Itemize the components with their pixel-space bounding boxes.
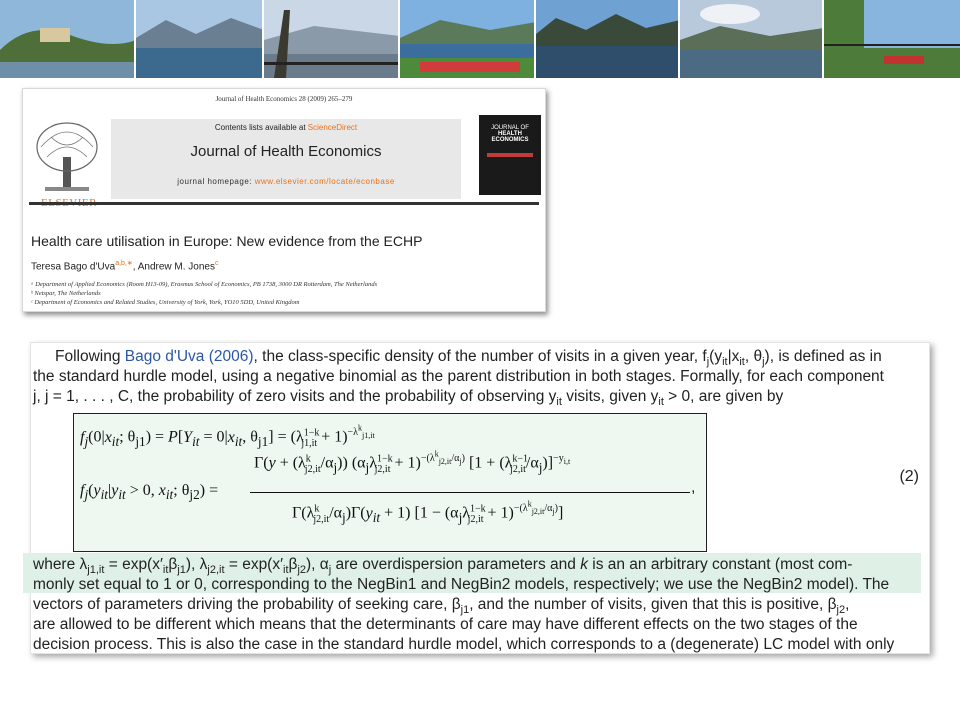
cover-line1: JOURNAL OF xyxy=(491,125,529,131)
homepage-url[interactable]: www.elsevier.com/locate/econbase xyxy=(254,177,395,186)
text-run: , θ xyxy=(744,348,763,365)
text-run: j1 xyxy=(460,604,470,617)
header-rule xyxy=(29,202,539,205)
cover-title xyxy=(479,125,541,143)
equation-positive-visits-lhs: $f_j(y_{it}|y_{it} > 0$, $x_{it}$; $\theta_{j2}$) = xyxy=(80,482,219,503)
text-run: it xyxy=(283,564,289,577)
equation-numerator: $\Gamma(y + (\lambda^k_{j2,it}/\alpha_j))$ $(\alpha_j\lambda^{1-k}_{j2,it} + 1)^{-(\lambda^k_{j2,it}/\alpha_j)}$ $[1 + (\lambda^{k-1}_{j2,it}/\alpha_j)]^{-y_{i,t}}$ xyxy=(254,450,571,475)
journal-title-block xyxy=(111,119,461,199)
text-run: , xyxy=(845,596,850,613)
photo-lake-cloudy xyxy=(680,0,824,78)
cover-line2: HEALTH xyxy=(498,131,522,137)
text-run: j, j = 1, . . . , C, the probability of zero visits and the probability of observing y xyxy=(33,388,557,405)
text-run: j xyxy=(706,356,710,369)
excerpt-line-8: are allowed to be different which means that the determinants of care may have different effects on the two stages of the xyxy=(33,616,858,633)
text-run: vectors of parameters driving the probability of seeking care, β xyxy=(33,596,461,613)
author-1: Teresa Bago d'Uva xyxy=(31,261,116,273)
text-run: ), is defined as in xyxy=(764,348,882,365)
affiliation-b: ᵇ Netspar, The Netherlands xyxy=(31,290,101,297)
text-run: are overdispersion parameters and xyxy=(331,556,581,573)
elsevier-tree-logo xyxy=(31,117,105,197)
text-run: j2 xyxy=(297,564,306,577)
photo-hilltop-village xyxy=(0,0,136,78)
text-run: ), λ xyxy=(185,556,208,573)
text-run: Following xyxy=(55,348,125,365)
text-run: , and the number of visits, given that this is positive, β xyxy=(469,596,837,613)
photo-lakeside-promenade xyxy=(264,0,400,78)
journal-name: Journal of Health Economics xyxy=(190,143,382,160)
text-run: = exp(x′ xyxy=(104,556,163,573)
contents-line xyxy=(111,123,461,132)
photo-park-bench xyxy=(824,0,960,78)
excerpt-line-2: the standard hurdle model, using a negative binomial as the parent distribution in both stages. Formally, for each component xyxy=(33,368,884,385)
text-run: it xyxy=(658,396,664,409)
text-run: j xyxy=(328,564,332,577)
cover-stripe xyxy=(487,153,533,157)
text-run: β xyxy=(288,556,298,573)
text-run: (y xyxy=(709,348,723,365)
text-run: j2,it xyxy=(207,564,225,577)
affiliation-a: ᵃ Department of Applied Economics (Room H13-09), Erasmus School of Economics, PB 1738, 3000 DR Rotterdam, The Netherlands xyxy=(31,281,378,288)
cover-line3: ECONOMICS xyxy=(491,137,529,143)
text-run: j1,it xyxy=(87,564,105,577)
text-run: j1 xyxy=(177,564,186,577)
article-title: Health care utilisation in Europe: New evidence from the ECHP xyxy=(31,233,423,249)
journal-masthead xyxy=(29,109,539,199)
journal-citation: Journal of Health Economics 28 (2009) 265–279 xyxy=(215,95,353,103)
text-run: β xyxy=(168,556,178,573)
author-separator: , Andrew M. Jones xyxy=(132,261,215,273)
photo-lake-bay xyxy=(536,0,680,78)
text-run: , the class-specific density of the number of visits in a given year, f xyxy=(253,348,707,365)
sciencedirect-link[interactable]: ScienceDirect xyxy=(307,123,358,132)
text-run: j xyxy=(762,356,765,369)
text-run: is an an arbitrary constant (most com- xyxy=(587,556,853,573)
text-run: ), α xyxy=(306,556,329,573)
text-run: where λ xyxy=(33,556,88,573)
article-authors xyxy=(31,259,219,272)
text-run: it xyxy=(722,356,728,369)
text-run: j2 xyxy=(836,604,846,617)
text-run: it xyxy=(162,564,169,577)
paper-excerpt xyxy=(30,342,930,654)
photo-lake-panorama xyxy=(136,0,264,78)
text-run: visits, given y xyxy=(561,388,659,405)
text-run: k xyxy=(580,556,588,573)
journal-homepage xyxy=(111,177,461,186)
text-run: it xyxy=(556,396,562,409)
equation-box xyxy=(73,413,707,552)
fraction-bar xyxy=(250,492,690,493)
equation-denominator: $\Gamma(\lambda^k_{j2,it}/\alpha_j)\Gamma(y_{it} + 1) [1 - (\alpha_j\lambda^{1-k}_{j2,it} + 1)^{-(\lambda^k_{j2,it}/\alpha_j)}]$ xyxy=(292,500,564,525)
text-run: = exp(x′ xyxy=(224,556,284,573)
contents-prefix: Contents lists available at xyxy=(214,123,308,132)
journal-cover-thumbnail xyxy=(479,115,541,195)
journal-header-clip xyxy=(22,88,546,312)
excerpt-line-3 xyxy=(33,387,783,412)
photo-palm-garden xyxy=(400,0,536,78)
text-run: |x xyxy=(727,348,740,365)
author-2-marks: c xyxy=(215,260,219,267)
equation-comma: , xyxy=(691,479,696,496)
excerpt-line-9: decision process. This is also the case in the standard hurdle model, which corresponds to a (degenerate) LC model with only xyxy=(33,636,895,653)
photo-banner xyxy=(0,0,960,78)
affiliation-c: ᶜ Department of Economics and Related Studies, University of York, York, YO10 5DD, United Kingdom xyxy=(31,299,300,306)
text-run: > 0, are given by xyxy=(663,388,784,405)
excerpt-line-6: monly set equal to 1 or 0, corresponding to the NegBin1 and NegBin2 models, respectively; we use the NegBin2 model). The xyxy=(33,576,890,593)
citation-link[interactable]: Bago d'Uva (2006) xyxy=(124,348,254,365)
text-run: it xyxy=(739,356,745,369)
homepage-prefix: journal homepage: xyxy=(177,177,255,186)
equation-zero-visits: $f_j(0|x_{it}$; $\theta_{j1}) = P[Y_{it} = 0|x_{it}$, $\theta_{j1}] = (\lambda^{1-k}_{j1,it} + 1)^{-\lambda^k_{j1,it}}$ xyxy=(80,424,375,449)
equation-number: (2) xyxy=(899,468,919,485)
author-1-marks: a,b,∗ xyxy=(115,260,133,267)
